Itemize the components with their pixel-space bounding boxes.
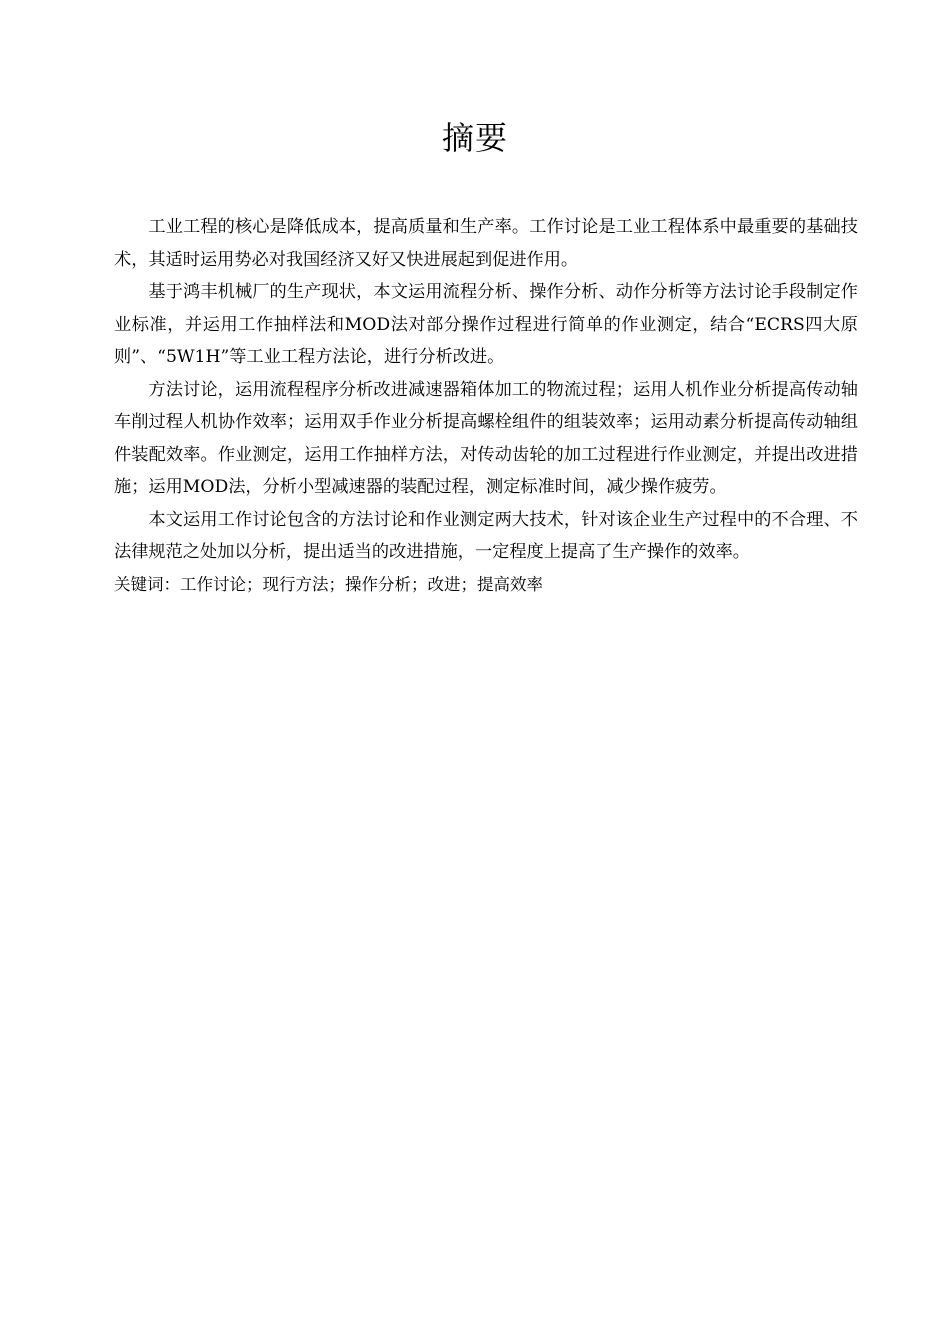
abstract-paragraph-3: 方法讨论，运用流程程序分析改进减速器箱体加工的物流过程；运用人机作业分析提高传动轴车削过程人机协作效率；运用双手作业分析提高螺栓组件的组装效率；运用动素分析提高传动轴组件装配效率。作业测定，运用工作抽样方法，对传动齿轮的加工过程进行作业测定，并提出改进措施；运用MOD法，分析小型减速器的装配过程，测定标准时间，减少操作疲劳。 (114, 379, 858, 497)
abstract-title: 摘要 (441, 119, 508, 157)
abstract-paragraph-4: 本文运用工作讨论包含的方法讨论和作业测定两大技术，针对该企业生产过程中的不合理、不法律规范之处加以分析，提出适当的改进措施，一定程度上提高了生产操作的效率。 (114, 509, 858, 562)
keywords-line: 关键词：工作讨论；现行方法；操作分析；改进；提高效率 (114, 574, 543, 594)
abstract-body (114, 211, 858, 601)
abstract-paragraph-2: 基于鸿丰机械厂的生产现状，本文运用流程分析、操作分析、动作分析等方法讨论手段制定作业标准，并运用工作抽样法和MOD法对部分操作过程进行简单的作业测定，结合“ECRS四大原则”、“5W1H”等工业工程方法论，进行分析改进。 (114, 282, 858, 367)
abstract-paragraph-1: 工业工程的核心是降低成本，提高质量和生产率。工作讨论是工业工程体系中最重要的基础技术，其适时运用势必对我国经济又好又快进展起到促进作用。 (114, 217, 858, 270)
